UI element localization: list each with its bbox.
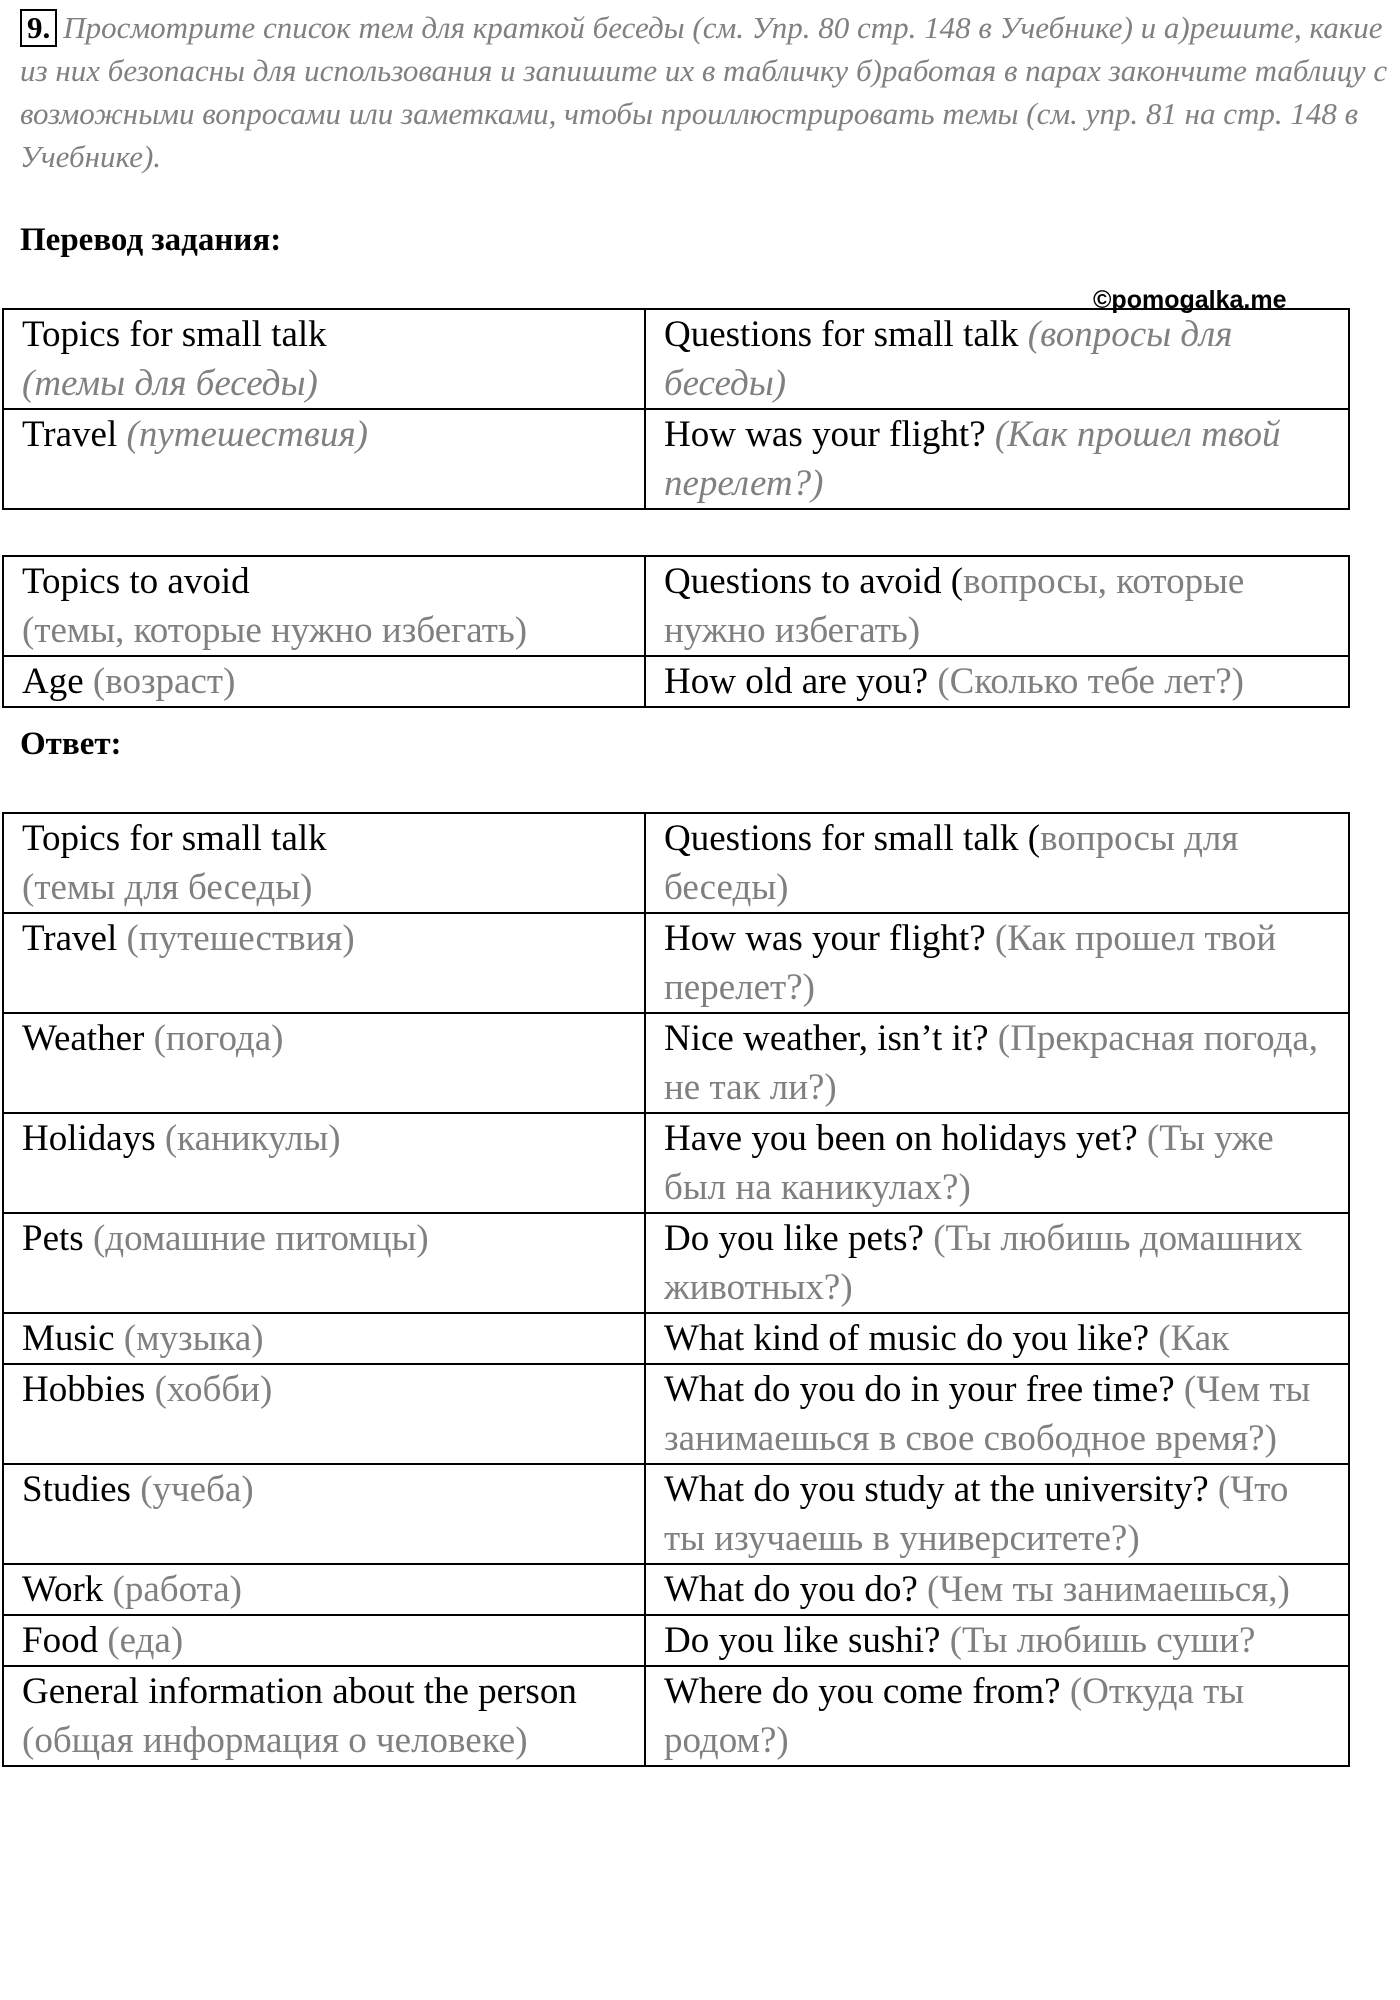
- cell-text-ru: (каникулы): [164, 1118, 341, 1159]
- table-cell: [645, 1113, 1349, 1213]
- cell-text-ru: (хобби): [154, 1369, 273, 1410]
- cell-text-en: What do you study at the university?: [664, 1469, 1209, 1510]
- cell-text-ru: (Сколько тебе лет?): [937, 661, 1245, 702]
- cell-text-en: Topics for small talk: [22, 818, 327, 859]
- cell-text-en: Age: [22, 661, 84, 702]
- cell-text-ru: (Как прошел твой перелет?): [664, 414, 1281, 504]
- cell-text-ru: (Что ты изучаешь в университете?): [664, 1469, 1289, 1559]
- cell-text-ru: (Ты любишь домашних животных?): [664, 1218, 1303, 1308]
- cell-text-ru: (Чем ты занимаешься в свое свободное время?): [664, 1369, 1311, 1459]
- table-cell: [645, 1313, 1349, 1364]
- answer-heading: Ответ:: [20, 726, 122, 762]
- table-cell: [645, 1615, 1349, 1666]
- table-row: [3, 913, 1349, 1013]
- cell-text-ru: (еда): [107, 1620, 184, 1661]
- table-cell: [3, 1615, 645, 1666]
- table-cell: [3, 309, 645, 409]
- table-cell: [3, 656, 645, 707]
- cell-text-ru: (домашние питомцы): [92, 1218, 429, 1259]
- cell-text-ru: (Как: [1158, 1318, 1230, 1359]
- table-row: [3, 1564, 1349, 1615]
- cell-text-ru: (темы для беседы): [22, 867, 313, 908]
- cell-text-ru: (музыка): [123, 1318, 264, 1359]
- table-cell: [3, 556, 645, 656]
- cell-text-en: Questions for small talk (: [664, 818, 1041, 859]
- cell-text-en: Weather: [22, 1018, 145, 1059]
- table-row: [3, 1666, 1349, 1766]
- cell-text-en: Nice weather, isn’t it?: [664, 1018, 989, 1059]
- cell-text-en: What kind of music do you like?: [664, 1318, 1150, 1359]
- exercise-task: [20, 6, 1390, 178]
- table-cell: [645, 813, 1349, 913]
- table-row: [3, 656, 1349, 707]
- cell-text-en: Topics to avoid: [22, 561, 250, 602]
- cell-text-ru: (Откуда ты родом?): [664, 1671, 1245, 1761]
- cell-text-en: Questions to avoid (: [664, 561, 964, 602]
- cell-text-en: Travel: [22, 918, 118, 959]
- watermark: ©pomogalka.me: [1093, 286, 1287, 314]
- small-talk-table: [2, 308, 1350, 510]
- cell-text-en: Pets: [22, 1218, 84, 1259]
- table-header-row: [3, 556, 1349, 656]
- table-cell: [645, 1564, 1349, 1615]
- cell-text-ru: (Чем ты занимаешься,): [927, 1569, 1290, 1610]
- cell-text-en: How old are you?: [664, 661, 929, 702]
- cell-text-en: Studies: [22, 1469, 131, 1510]
- table-row: [3, 1113, 1349, 1213]
- table-row: [3, 1615, 1349, 1666]
- cell-text-ru: (Прекрасная погода, не так ли?): [664, 1018, 1319, 1108]
- cell-text-ru: (возраст): [92, 661, 236, 702]
- table-cell: [3, 409, 645, 509]
- exercise-text: Просмотрите список тем для краткой беседы (см. Упр. 80 стр. 148 в Учебнике) и а)решите, какие из них безопасны для использования и запишите их в табличку б)работая в парах закончите таблицу с возможными вопросами или заметками, чтобы проиллюстрировать темы (см. упр. 81 на стр. 148 в Учебнике).: [20, 10, 1388, 174]
- cell-text-ru: (путешествия): [126, 918, 355, 959]
- cell-text-ru: (Как прошел твой перелет?): [664, 918, 1277, 1008]
- table-row: [3, 1213, 1349, 1313]
- table-cell: [645, 1364, 1349, 1464]
- cell-text-en: Do you like pets?: [664, 1218, 924, 1259]
- cell-text-ru: (путешествия): [126, 414, 368, 455]
- table-cell: [645, 1464, 1349, 1564]
- cell-text-en: Topics for small talk: [22, 314, 327, 355]
- table-cell: [3, 1013, 645, 1113]
- table-cell: [645, 409, 1349, 509]
- cell-text-ru: (темы для беседы): [22, 363, 318, 404]
- cell-text-ru: (вопросы для беседы): [664, 314, 1233, 404]
- table-row: [3, 1013, 1349, 1113]
- table-cell: [3, 813, 645, 913]
- table-header-row: [3, 309, 1349, 409]
- cell-text-en: What do you do in your free time?: [664, 1369, 1175, 1410]
- table-cell: [645, 1213, 1349, 1313]
- table-cell: [3, 1364, 645, 1464]
- cell-text-ru: вопросы для беседы): [664, 818, 1239, 908]
- answer-table: [2, 812, 1350, 1767]
- table-row: [3, 1464, 1349, 1564]
- table-cell: [645, 656, 1349, 707]
- cell-text-ru: (погода): [153, 1018, 284, 1059]
- cell-text-ru: (темы, которые нужно избегать): [22, 610, 528, 651]
- table-cell: [3, 1313, 645, 1364]
- table-cell: [3, 1464, 645, 1564]
- table-cell: [645, 1666, 1349, 1766]
- cell-text-ru: (Ты уже был на каникулах?): [664, 1118, 1274, 1208]
- table-cell: [3, 913, 645, 1013]
- translation-heading: Перевод задания:: [20, 222, 282, 258]
- cell-text-ru: вопросы, которые нужно избегать): [664, 561, 1245, 651]
- table-header-row: [3, 813, 1349, 913]
- cell-text-en: What do you do?: [664, 1569, 918, 1610]
- table-cell: [645, 1013, 1349, 1113]
- table-cell: [645, 913, 1349, 1013]
- table-cell: [645, 309, 1349, 409]
- cell-text-ru: (Ты любишь суши?: [949, 1620, 1256, 1661]
- table-row: [3, 1364, 1349, 1464]
- cell-text-en: Where do you come from?: [664, 1671, 1061, 1712]
- cell-text-ru: (работа): [112, 1569, 242, 1610]
- table-row: [3, 1313, 1349, 1364]
- avoid-topics-table: [2, 555, 1350, 708]
- cell-text-en: Have you been on holidays yet?: [664, 1118, 1138, 1159]
- cell-text-en: Work: [22, 1569, 104, 1610]
- cell-text-en: Holidays: [22, 1118, 156, 1159]
- table-cell: [3, 1213, 645, 1313]
- table-cell: [645, 556, 1349, 656]
- cell-text-en: How was your flight?: [664, 414, 986, 455]
- cell-text-en: Food: [22, 1620, 99, 1661]
- cell-text-ru: (учеба): [140, 1469, 254, 1510]
- cell-text-en: Music: [22, 1318, 115, 1359]
- table-cell: [3, 1564, 645, 1615]
- cell-text-en: Questions for small talk: [664, 314, 1019, 355]
- cell-text-en: Hobbies: [22, 1369, 146, 1410]
- table-row: [3, 409, 1349, 509]
- table-cell: [3, 1113, 645, 1213]
- cell-text-en: How was your flight?: [664, 918, 986, 959]
- cell-text-ru: (общая информация о человеке): [22, 1720, 528, 1761]
- exercise-number: 9.: [20, 9, 57, 47]
- cell-text-en: Travel: [22, 414, 118, 455]
- cell-text-en: Do you like sushi?: [664, 1620, 941, 1661]
- table-cell: [3, 1666, 645, 1766]
- cell-text-en: General information about the person: [22, 1671, 577, 1712]
